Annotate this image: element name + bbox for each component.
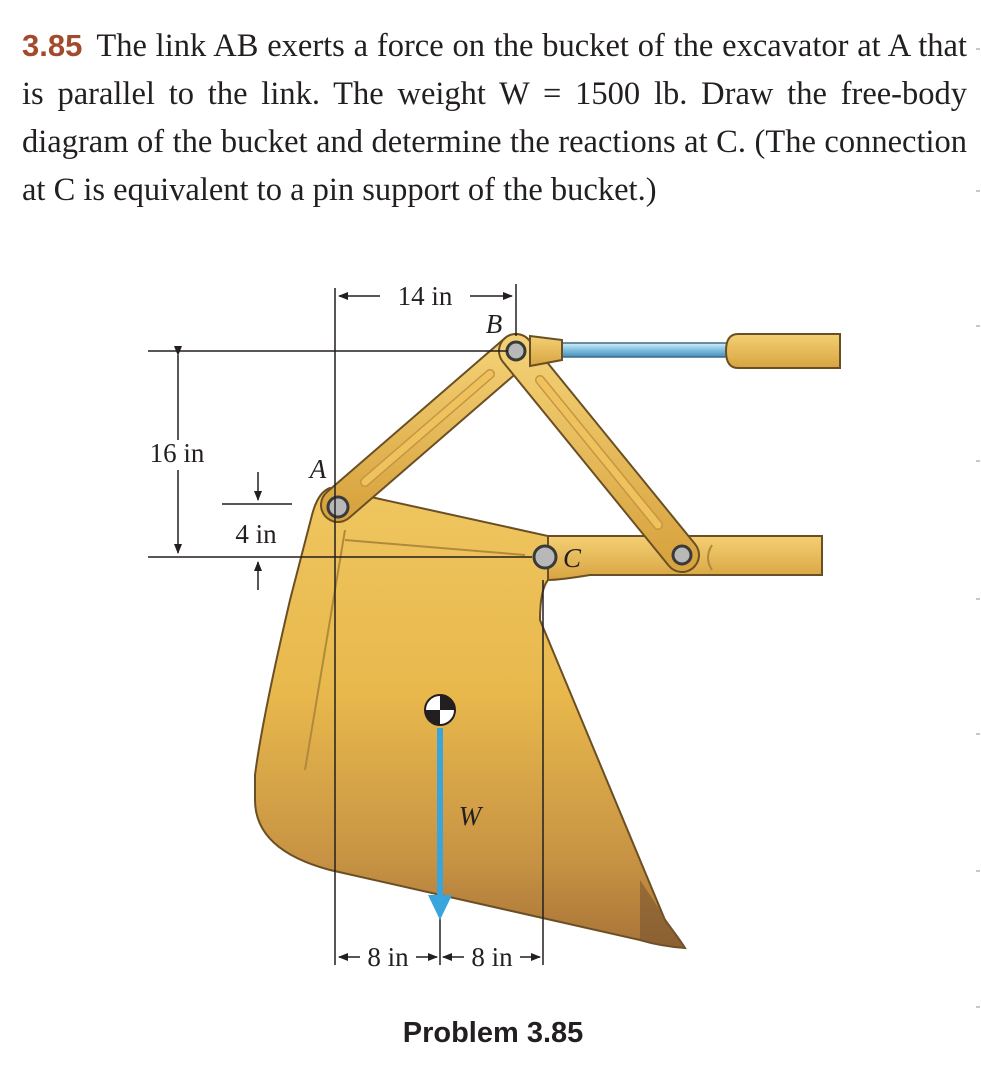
- pin-b: [507, 342, 525, 360]
- problem-number: 3.85: [22, 28, 83, 63]
- problem-text-line-4: (The connection at C is equivalent to a pin support of the bucket.): [22, 124, 967, 208]
- dimension-16in: 16 in: [149, 438, 205, 468]
- label-b: B: [485, 309, 503, 339]
- dimension-8in-right: 8 in: [471, 942, 513, 972]
- problem-text-line-2: A that is parallel to the link. The weight W = 1500 lb. Draw the: [22, 28, 967, 112]
- figure-caption: Problem 3.85: [402, 1017, 584, 1049]
- hydraulic-rod: [560, 343, 730, 357]
- rod-clevis: [530, 336, 562, 366]
- dimension-14in: 14 in: [397, 281, 453, 311]
- pin-a: [328, 497, 348, 517]
- problem-text-line-3: free-body diagram of the bucket and determine the reactions at C.: [22, 76, 967, 160]
- label-c: C: [562, 543, 582, 573]
- label-a: A: [309, 454, 327, 484]
- dimension-4in: 4 in: [235, 519, 277, 549]
- link-b-to-arm: [516, 351, 682, 555]
- hydraulic-cylinder: [726, 334, 840, 368]
- center-of-gravity-icon: [425, 695, 455, 725]
- pin-arm: [673, 546, 691, 564]
- problem-text-line-1: The link AB exerts a force on the bucket of the excavator at: [96, 28, 881, 64]
- page-edge-markers: [976, 48, 980, 1008]
- dimension-8in-left: 8 in: [367, 942, 409, 972]
- pin-c: [534, 546, 556, 568]
- label-w: W: [458, 801, 482, 831]
- link-ab: [338, 351, 516, 505]
